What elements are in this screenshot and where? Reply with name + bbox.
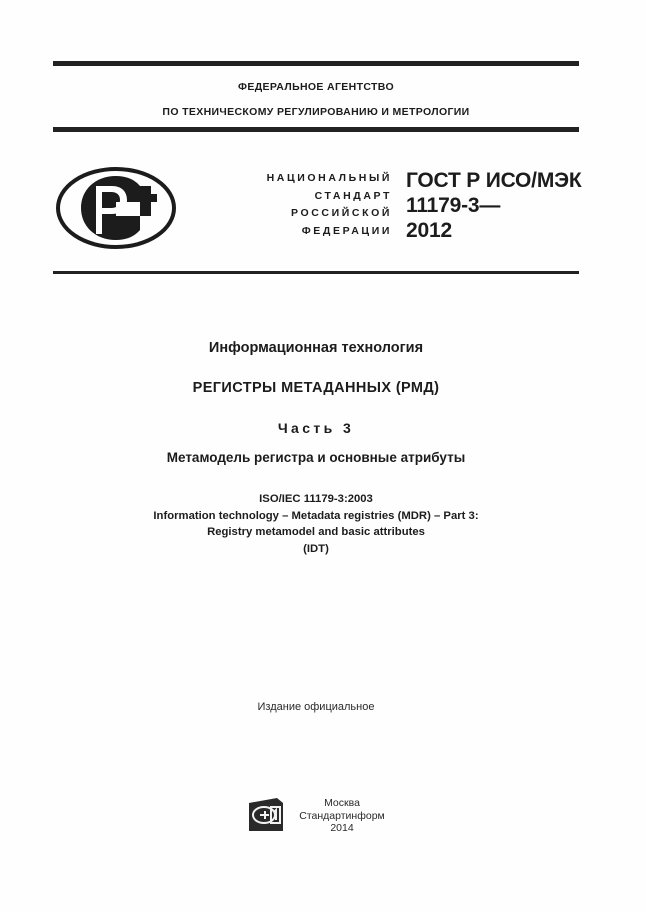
- agency-name-line-2: ПО ТЕХНИЧЕСКОМУ РЕГУЛИРОВАНИЮ И МЕТРОЛОГИИ: [162, 106, 470, 118]
- english-line-4: (IDT): [303, 542, 329, 555]
- designation-line-1: ГОСТ Р ИСО/МЭК: [406, 169, 582, 192]
- standard-word-line-2: СТАНДАРТ: [314, 189, 392, 202]
- english-line-1: ISO/IEC 11179-3:2003: [259, 493, 373, 505]
- agency-name-line-1: ФЕДЕРАЛЬНОЕ АГЕНТСТВО: [238, 81, 394, 93]
- official-edition-notice: Издание официальное: [257, 701, 375, 713]
- standard-word-line-1: НАЦИОНАЛЬНЫЙ: [266, 172, 392, 184]
- publisher-text: [299, 795, 385, 835]
- standard-word-line-4: ФЕДЕРАЦИИ: [301, 224, 392, 237]
- english-line-2: Information technology – Metadata registries (MDR) – Part 3:: [153, 509, 479, 522]
- rst-certification-mark-icon: [54, 164, 178, 252]
- standartinform-logo-icon: [247, 795, 287, 835]
- national-standard-caption: [200, 170, 392, 240]
- standard-designation: [406, 168, 596, 243]
- header-rule-bottom: [53, 271, 579, 274]
- english-line-3: Registry metamodel and basic attributes: [207, 526, 425, 538]
- designation-line-2: 11179-3—: [406, 194, 501, 217]
- publisher-year: 2014: [330, 822, 354, 834]
- designation-line-3: 2012: [406, 219, 452, 242]
- header-rule-middle: [53, 127, 579, 132]
- title-subtitle: Метамодель регистра и основные атрибуты: [166, 450, 466, 465]
- publisher-imprint: [53, 795, 579, 835]
- standard-word-line-3: РОССИЙСКОЙ: [291, 207, 392, 219]
- title-main: РЕГИСТРЫ МЕТАДАННЫХ (РМД): [192, 380, 440, 396]
- english-source-reference: [53, 491, 579, 557]
- title-field-of-application: Информационная технология: [208, 340, 424, 356]
- publisher-city: Москва: [324, 797, 360, 809]
- publisher-name: Стандартинформ: [299, 809, 385, 822]
- title-part-number: Часть 3: [277, 420, 355, 436]
- header-rule-top: [53, 61, 579, 66]
